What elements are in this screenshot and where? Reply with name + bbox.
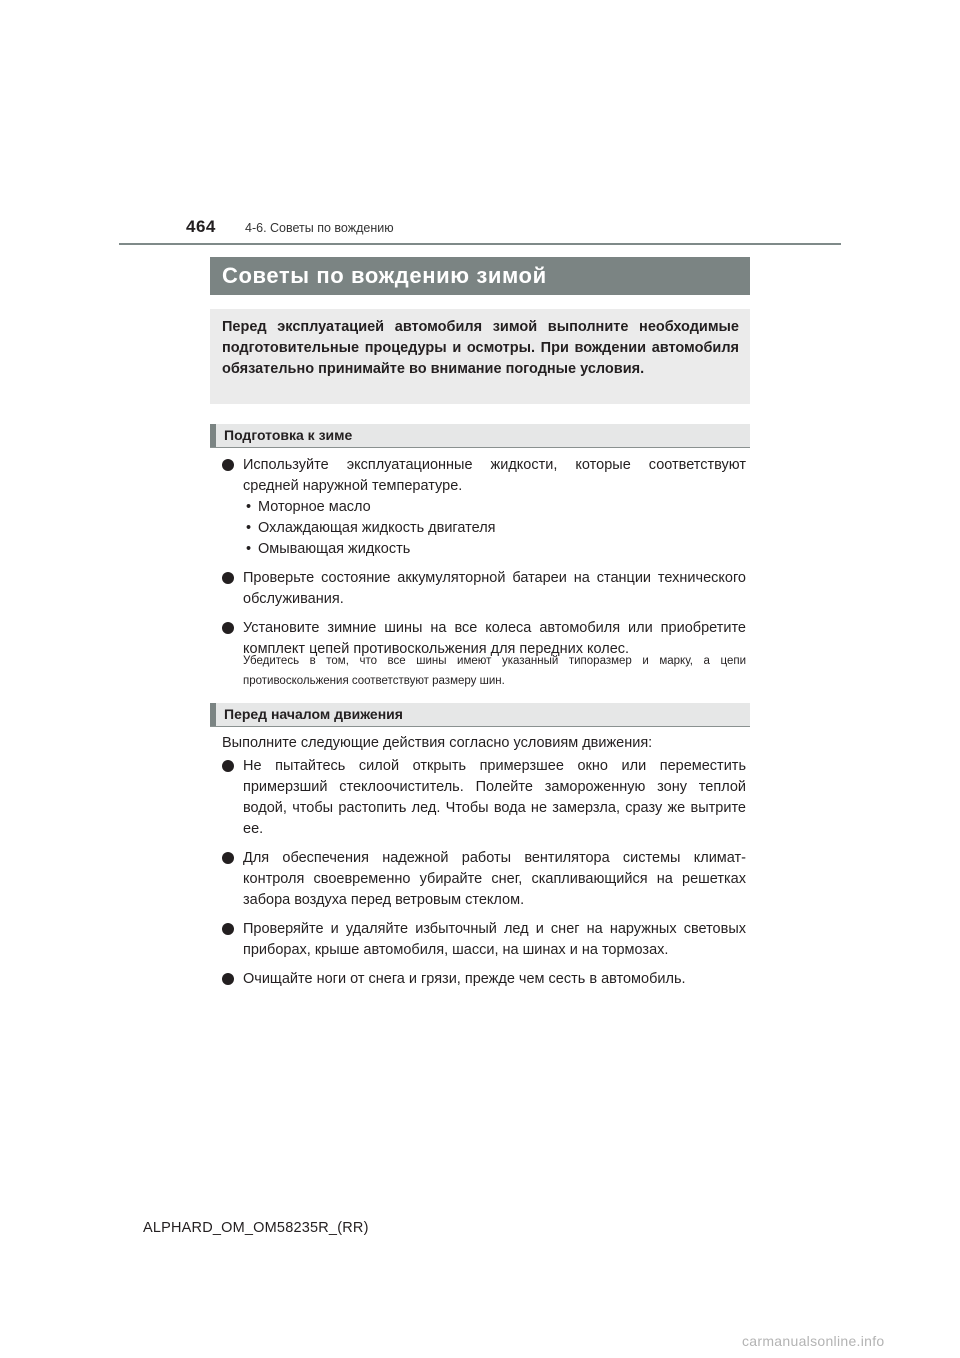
list-item: [222, 455, 746, 497]
section-lead-text: Выполните следующие действия согласно условиям движения:: [222, 735, 653, 751]
list-item-text: Проверяйте и удаляйте избыточный лед и снег на наружных световых приборах, крыше автомобиля, шасси, на шинах и на тормозах.: [243, 921, 746, 958]
before-driving-list: [222, 756, 746, 990]
sub-list-item: [222, 497, 746, 518]
section-heading-label: Подготовка к зиме: [224, 427, 353, 443]
bullet-icon: [222, 459, 234, 471]
list-item-text: Установите зимние шины на все колеса автомобиля или приобретите комплект цепей противоскольжения для передних колес.: [243, 620, 746, 657]
bullet-icon: [222, 973, 234, 985]
list-item-text: Не пытайтесь силой открыть примерзшее окно или переместить примерзший стеклоочиститель. Полейте замороженную зону теплой водой, чтобы растопить лед. Чтобы вода не замерзла, сразу же вытрите ее.: [243, 758, 746, 837]
list-item: [222, 969, 746, 990]
section-heading-marker: [210, 424, 216, 447]
list-item-text: Для обеспечения надежной работы вентилятора системы климат-контроля своевременно убирайте снег, скапливающийся на решетках забора воздуха перед ветровым стеклом.: [243, 850, 746, 908]
document-code: ALPHARD_OM_OM58235R_(RR): [143, 1220, 369, 1236]
sub-list-item-text: Моторное масло: [258, 499, 371, 515]
bullet-icon: [222, 852, 234, 864]
list-item-text: Используйте эксплуатационные жидкости, которые соответствуют средней наружной температуре.: [243, 457, 746, 494]
section-heading-label: Перед началом движения: [224, 706, 403, 722]
sub-list-item: [222, 539, 746, 560]
sub-list-item: [222, 518, 746, 539]
small-bullet-icon: •: [246, 499, 252, 515]
intro-text: Перед эксплуатацией автомобиля зимой выполните необходимые подготовительные процедуры и осмотры. При вождении автомобиля обязательно принимайте во внимание погодные условия.: [222, 319, 739, 377]
bullet-icon: [222, 622, 234, 634]
small-bullet-icon: •: [246, 541, 252, 557]
sub-list-item-text: Омывающая жидкость: [258, 541, 411, 557]
list-item-text: Очищайте ноги от снега и грязи, прежде чем сесть в автомобиль.: [243, 971, 686, 987]
intro-box: [210, 309, 750, 404]
note-text: Убедитесь в том, что все шины имеют указанный типоразмер и марку, а цепи противоскольжения соответствуют размеру шин.: [243, 655, 746, 687]
page-title: Советы по вождению зимой: [210, 257, 750, 295]
bullet-icon: [222, 923, 234, 935]
page-number: 464: [186, 217, 216, 236]
small-bullet-icon: •: [246, 520, 252, 536]
sub-list-item-text: Охлаждающая жидкость двигателя: [258, 520, 496, 536]
section-heading-before-driving: [210, 703, 750, 727]
section-heading-marker: [210, 703, 216, 726]
winter-prep-list: [222, 455, 746, 660]
bullet-icon: [222, 760, 234, 772]
list-item: [222, 756, 746, 840]
section-reference: 4-6. Советы по вождению: [245, 221, 394, 235]
watermark: carmanualsonline.info: [742, 1333, 885, 1349]
section-heading-winter-prep: [210, 424, 750, 448]
list-item-text: Проверьте состояние аккумуляторной батареи на станции технического обслуживания.: [243, 570, 746, 607]
bullet-icon: [222, 572, 234, 584]
list-item: [222, 848, 746, 911]
header-divider: [119, 243, 841, 245]
list-item: [222, 919, 746, 961]
list-item: [222, 568, 746, 610]
